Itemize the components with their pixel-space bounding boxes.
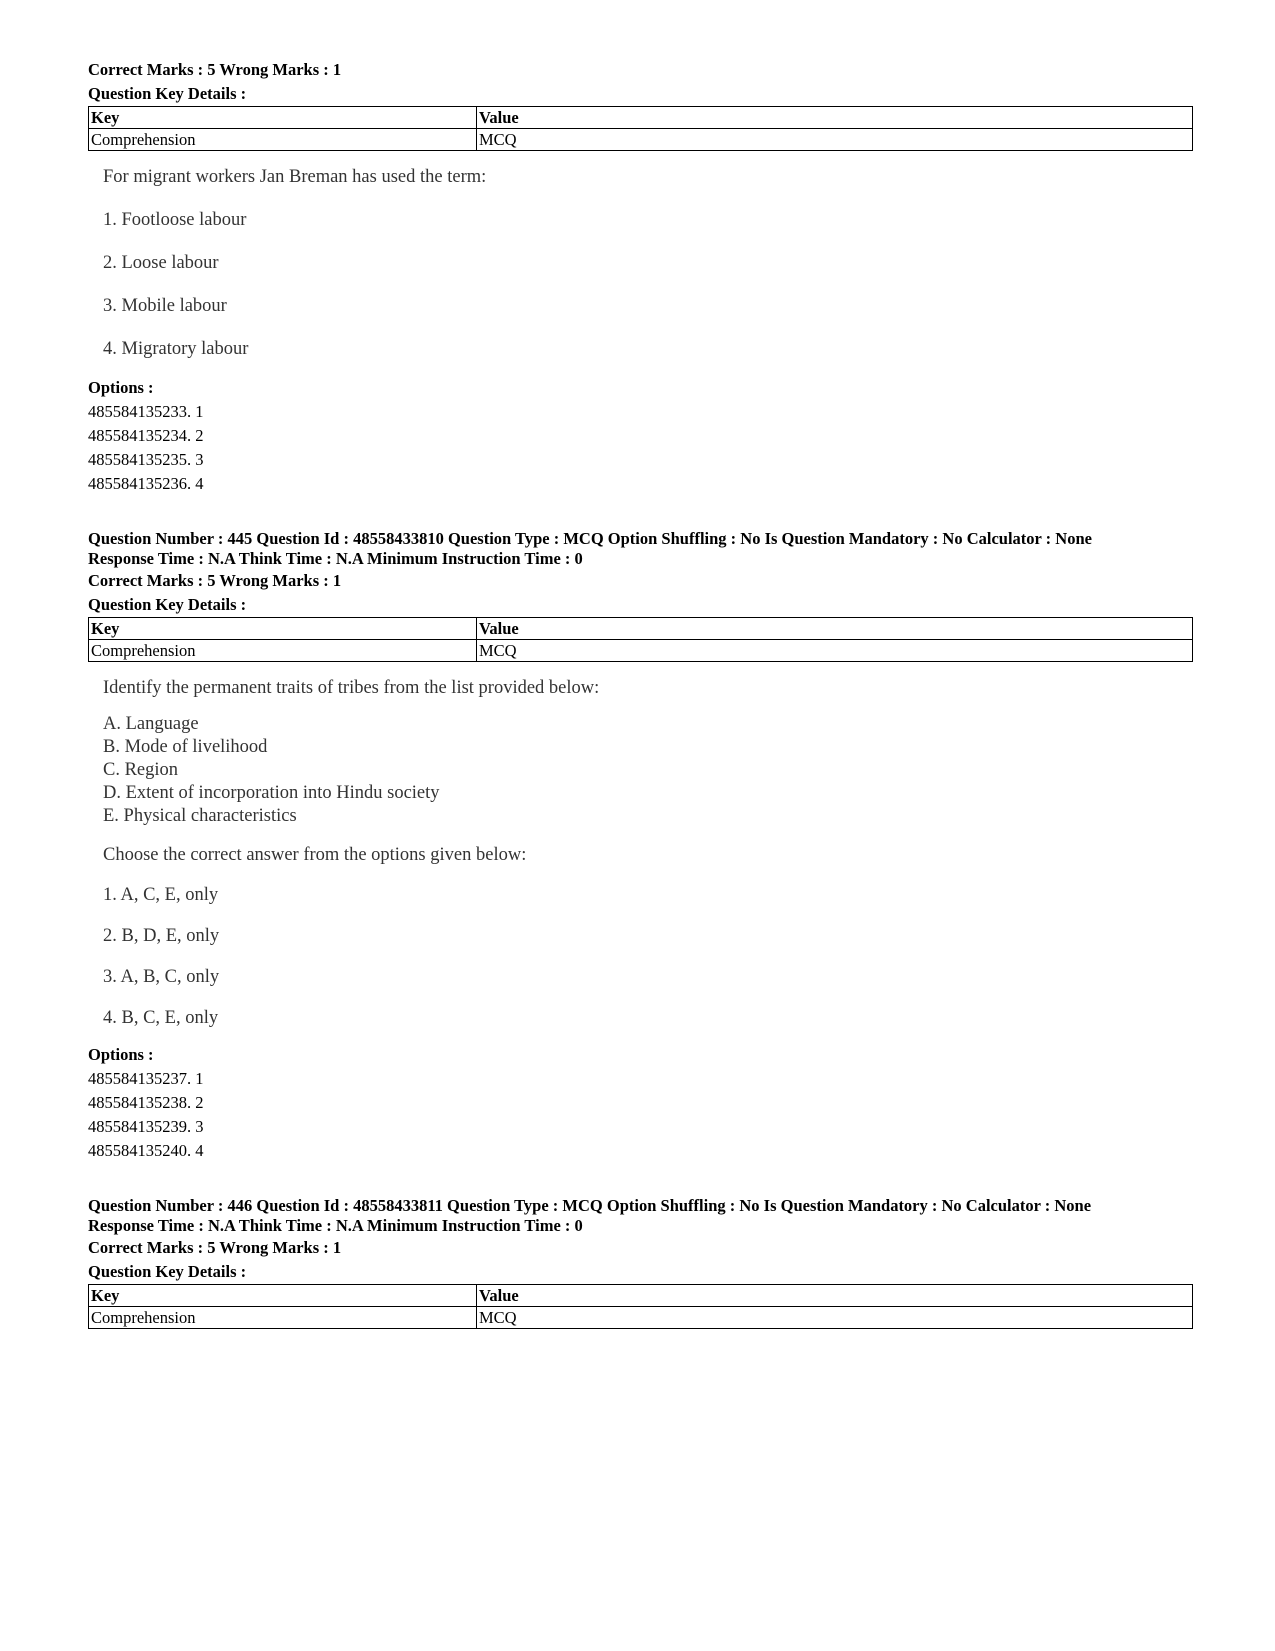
- statement: D. Extent of incorporation into Hindu society: [103, 783, 440, 803]
- key-details-table: [88, 617, 1193, 662]
- table-header-value: Value: [477, 107, 1193, 129]
- table-cell-key: Comprehension: [89, 129, 477, 151]
- marks-line: Correct Marks : 5 Wrong Marks : 1: [88, 60, 342, 79]
- marks-line: Correct Marks : 5 Wrong Marks : 1: [88, 571, 342, 590]
- choice: 2. Loose labour: [103, 253, 219, 273]
- marks-line: Correct Marks : 5 Wrong Marks : 1: [88, 1238, 342, 1257]
- choice: 1. Footloose labour: [103, 210, 247, 230]
- table-cell-value: MCQ: [477, 129, 1193, 151]
- choice: 3. A, B, C, only: [103, 967, 220, 987]
- statement: A. Language: [103, 714, 199, 734]
- document-page: [88, 58, 1193, 1329]
- option-id: 485584135235. 3: [88, 450, 204, 469]
- table-header-key: Key: [89, 618, 477, 640]
- statement: E. Physical characteristics: [103, 806, 297, 826]
- question-timing: Response Time : N.A Think Time : N.A Minimum Instruction Time : 0: [88, 549, 583, 568]
- table-header-key: Key: [89, 1285, 477, 1307]
- statement: C. Region: [103, 760, 179, 780]
- question-timing: Response Time : N.A Think Time : N.A Minimum Instruction Time : 0: [88, 1216, 583, 1235]
- table-header-value: Value: [477, 618, 1193, 640]
- key-details-table: [88, 1284, 1193, 1329]
- table-header-value: Value: [477, 1285, 1193, 1307]
- table-cell-key: Comprehension: [89, 640, 477, 662]
- key-details-table: [88, 106, 1193, 151]
- choice: 3. Mobile labour: [103, 296, 227, 316]
- question-text-block: [103, 167, 1193, 360]
- option-id: 485584135240. 4: [88, 1141, 204, 1160]
- choice: 1. A, C, E, only: [103, 885, 219, 905]
- table-cell-value: MCQ: [477, 1307, 1193, 1329]
- instruction-text: Choose the correct answer from the options given below:: [103, 845, 527, 865]
- choice: 4. B, C, E, only: [103, 1008, 219, 1028]
- option-id: 485584135234. 2: [88, 426, 204, 445]
- option-id: 485584135236. 4: [88, 474, 204, 493]
- options-label: Options :: [88, 1045, 154, 1064]
- key-details-label: Question Key Details :: [88, 84, 247, 103]
- choice: 2. B, D, E, only: [103, 926, 220, 946]
- options-label: Options :: [88, 378, 154, 397]
- statement: B. Mode of livelihood: [103, 737, 268, 757]
- table-cell-key: Comprehension: [89, 1307, 477, 1329]
- choice: 4. Migratory labour: [103, 339, 249, 359]
- option-id: 485584135238. 2: [88, 1093, 204, 1112]
- question-meta: Question Number : 446 Question Id : 48558433811 Question Type : MCQ Option Shuffling : No Is Question Mandatory : No Calculator : None: [88, 1196, 1092, 1215]
- table-header-key: Key: [89, 107, 477, 129]
- option-id: 485584135237. 1: [88, 1069, 204, 1088]
- option-id: 485584135239. 3: [88, 1117, 204, 1136]
- option-id: 485584135233. 1: [88, 402, 204, 421]
- question-text-block: [103, 678, 1193, 1029]
- key-details-label: Question Key Details :: [88, 1262, 247, 1281]
- key-details-label: Question Key Details :: [88, 595, 247, 614]
- question-meta: Question Number : 445 Question Id : 48558433810 Question Type : MCQ Option Shuffling : No Is Question Mandatory : No Calculator : None: [88, 529, 1092, 548]
- question-text: Identify the permanent traits of tribes from the list provided below:: [103, 678, 600, 698]
- question-text: For migrant workers Jan Breman has used the term:: [103, 167, 487, 187]
- table-cell-value: MCQ: [477, 640, 1193, 662]
